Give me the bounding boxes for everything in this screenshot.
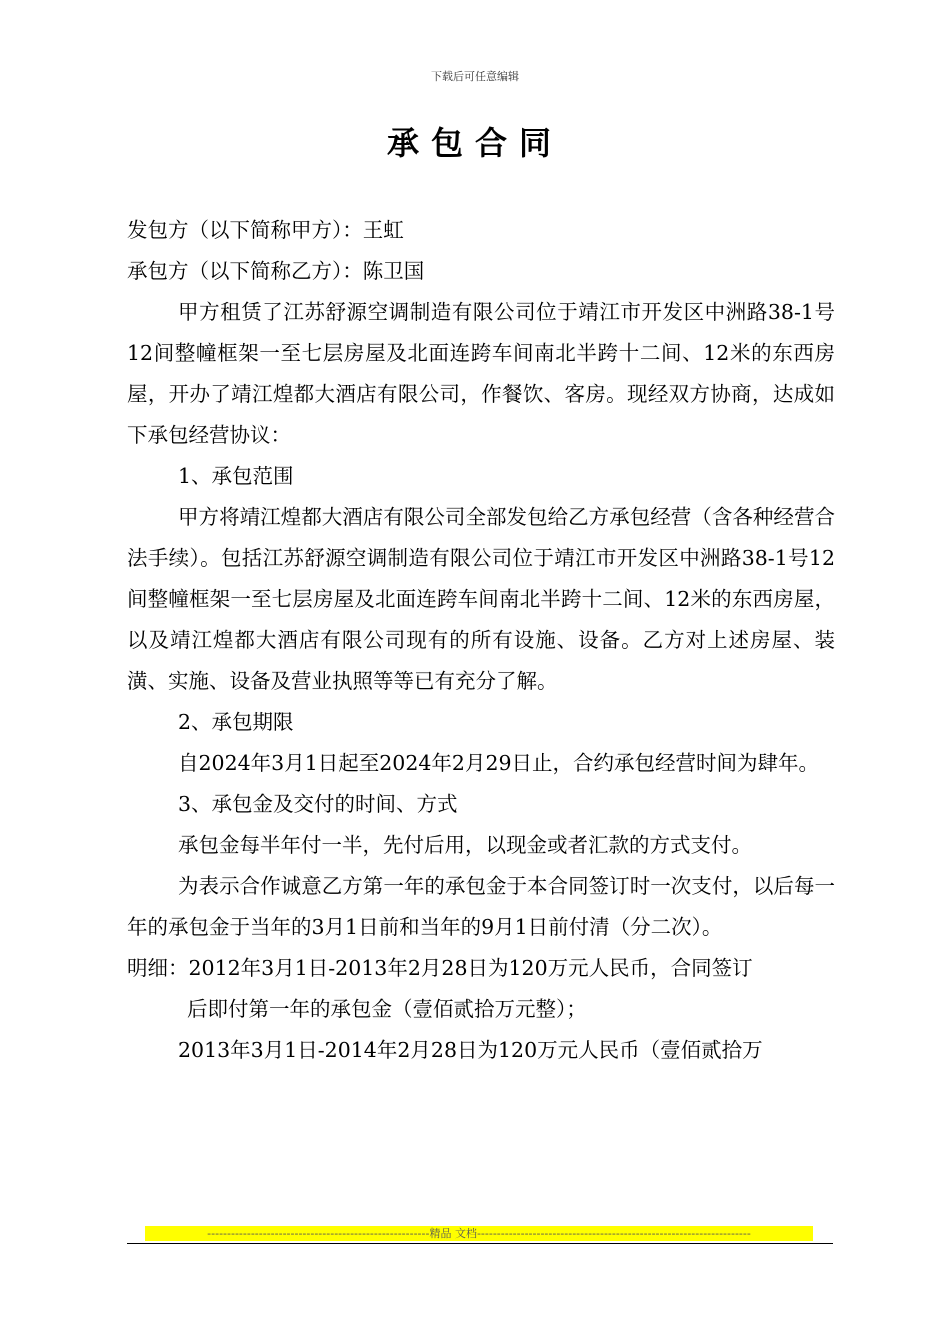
section-2-heading: 2、承包期限 bbox=[178, 710, 294, 734]
intro-paragraph: 甲方租赁了江苏舒源空调制造有限公司位于靖江市开发区中洲路38-1号12间整幢框架一至七层房屋及北面连跨车间南北半跨十二间、12米的东西房屋，开办了靖江煌都大酒店有限公司，作餐饮、客房。现经双方协商，达成如下承包经营协议： bbox=[127, 300, 835, 447]
detail-line-2: 后即付第一年的承包金（壹佰贰拾万元整）； bbox=[187, 997, 587, 1021]
section-1-text: 甲方将靖江煌都大酒店有限公司全部发包给乙方承包经营（含各种经营合法手续）。包括江苏舒源空调制造有限公司位于靖江市开发区中洲路38-1号12间整幢框架一至七层房屋及北面连跨车间南北半跨十二间、12米的东西房屋，以及靖江煌都大酒店有限公司现有的所有设施、设备。乙方对上述房屋、装潢、实施、设备及营业执照等等已有充分了解。 bbox=[127, 505, 835, 693]
section-3-heading: 3、承包金及交付的时间、方式 bbox=[178, 792, 458, 816]
section-3-text-2: 为表示合作诚意乙方第一年的承包金于本合同签订时一次支付，以后每一年的承包金于当年的3月1日前和当年的9月1日前付清（分二次）。 bbox=[127, 874, 835, 939]
party-a-line: 发包方（以下简称甲方）：王虹 bbox=[127, 218, 404, 242]
header-note: 下载后可任意编辑 bbox=[431, 70, 519, 83]
document-title: 承包合同 bbox=[386, 124, 563, 162]
section-1-heading: 1、承包范围 bbox=[178, 464, 294, 488]
detail-line-1: 明细：2012年3月1日-2013年2月28日为120万元人民币，合同签订 bbox=[127, 956, 753, 980]
section-3-text-1: 承包金每半年付一半，先付后用，以现金或者汇款的方式支付。 bbox=[178, 833, 752, 857]
party-b-line: 承包方（以下简称乙方）：陈卫国 bbox=[127, 259, 425, 283]
section-2-text: 自2024年3月1日起至2024年2月29日止，合约承包经营时间为肆年。 bbox=[178, 751, 820, 775]
footer-banner: --------------------------------------------------------精品 文档--------------------------------------------------------------------- bbox=[145, 1226, 813, 1241]
detail-line-3: 2013年3月1日-2014年2月28日为120万元人民币（壹佰贰拾万 bbox=[178, 1038, 763, 1062]
footer-rule bbox=[127, 1243, 833, 1244]
contract-body bbox=[127, 210, 835, 1071]
